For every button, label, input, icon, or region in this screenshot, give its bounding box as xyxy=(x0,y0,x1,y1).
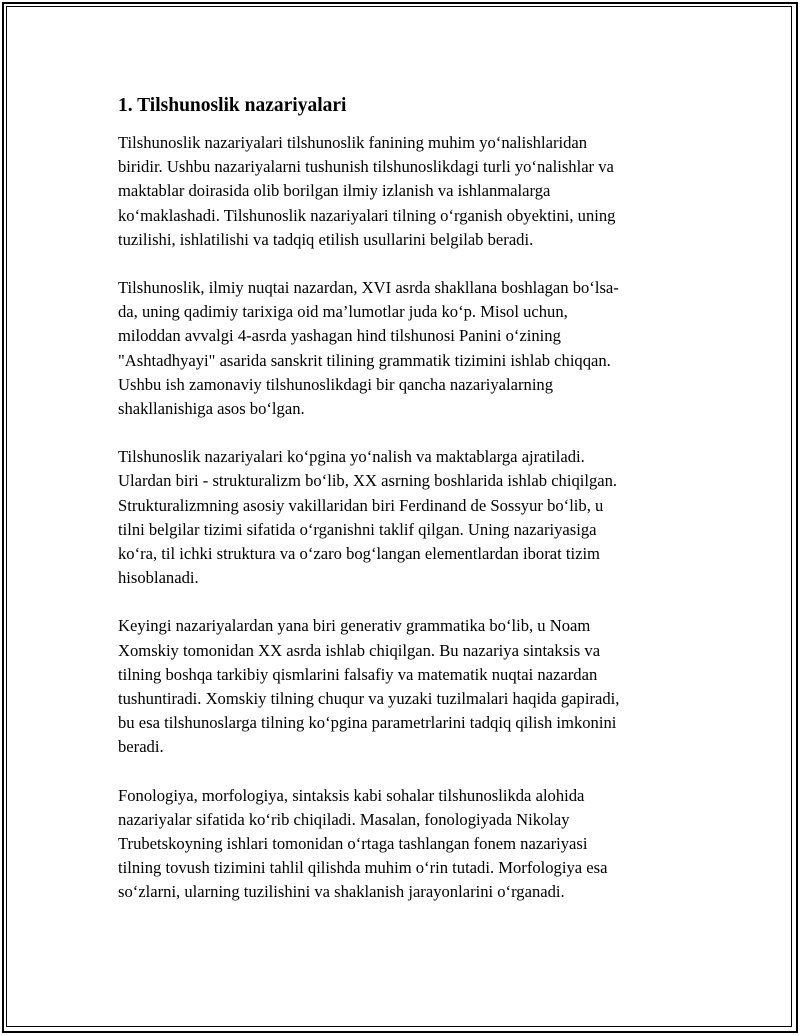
paragraph-1 xyxy=(118,131,686,252)
paragraph-2 xyxy=(118,276,686,421)
paragraph-line: tilning boshqa tarkibiy qismlarini falsafiy va matematik nuqtai nazardan xyxy=(118,664,598,684)
paragraph-line: ko‘maklashadi. Tilshunoslik nazariyalari tilning o‘rganish obyektini, uning xyxy=(118,205,616,225)
paragraph-line: so‘zlarni, ularning tuzilishini va shaklanish jarayonlarini o‘rganadi. xyxy=(118,882,565,902)
paragraph-line: Trubetskoyning ishlari tomonidan o‘rtaga tashlangan fonem nazariyasi xyxy=(118,834,588,854)
paragraph-line: hisoblanadi. xyxy=(118,568,199,588)
paragraph-line: biridir. Ushbu nazariyalarni tushunish tilshunoslikdagi turli yo‘nalishlar va xyxy=(118,157,614,177)
paragraph-line: Ushbu ish zamonaviy tilshunoslikdagi bir qancha nazariyalarning xyxy=(118,374,554,394)
paragraph-line: "Ashtadhyayi" asarida sanskrit tilining grammatik tizimini ishlab chiqqan. xyxy=(118,350,611,370)
paragraph-line: shakllanishiga asos bo‘lgan. xyxy=(118,399,305,419)
paragraph-line: tilni belgilar tizimi sifatida o‘rganishni taklif qilgan. Uning nazariyasiga xyxy=(118,519,597,539)
paragraph-line: Tilshunoslik nazariyalari tilshunoslik fanining muhim yo‘nalishlaridan xyxy=(118,133,588,152)
document-body xyxy=(118,94,686,929)
paragraph-line: ko‘ra, til ichki struktura va o‘zaro bog‘langan elementlardan iborat tizim xyxy=(118,544,600,564)
paragraph-3 xyxy=(118,445,686,590)
paragraph-line: beradi. xyxy=(118,737,164,757)
paragraph-line: miloddan avvalgi 4-asrda yashagan hind tilshunosi Panini o‘zining xyxy=(118,326,561,346)
paragraph-line: tuzilishi, ishlatilishi va tadqiq etilish usullarini belgilab beradi. xyxy=(118,229,534,249)
paragraph-line: da, uning qadimiy tarixiga oid ma’lumotlar juda ko‘p. Misol uchun, xyxy=(118,302,568,322)
paragraph-line: Tilshunoslik nazariyalari ko‘pgina yo‘nalish va maktablarga ajratiladi. xyxy=(118,447,585,467)
paragraph-line: Strukturalizmning asosiy vakillaridan biri Ferdinand de Sossyur bo‘lib, u xyxy=(118,495,604,515)
paragraph-line: Xomskiy tomonidan XX asrda ishlab chiqilgan. Bu nazariya sintaksis va xyxy=(118,640,601,660)
paragraph-5 xyxy=(118,784,686,905)
paragraph-line: Keyingi nazariyalardan yana biri generativ grammatika bo‘lib, u Noam xyxy=(118,616,591,636)
paragraph-line: Fonologiya, morfologiya, sintaksis kabi sohalar tilshunoslikda alohida xyxy=(118,785,585,805)
paragraph-4 xyxy=(118,614,686,759)
paragraph-line: nazariyalar sifatida ko‘rib chiqiladi. Masalan, fonologiyada Nikolay xyxy=(118,809,570,829)
section-heading: 1. Tilshunoslik nazariyalari xyxy=(118,95,347,116)
paragraph-line: maktablar doirasida olib borilgan ilmiy izlanish va ishlanmalarga xyxy=(118,181,551,201)
paragraph-line: Tilshunoslik, ilmiy nuqtai nazardan, XVI asrda shakllana boshlagan bo‘lsa- xyxy=(118,278,619,298)
paragraph-line: bu esa tilshunoslarga tilning ko‘pgina parametrlarini tadqiq qilish imkonini xyxy=(118,713,617,733)
paragraph-line: tushuntiradi. Xomskiy tilning chuqur va yuzaki tuzilmalari haqida gapiradi, xyxy=(118,689,620,709)
paragraph-line: Ulardan biri - strukturalizm bo‘lib, XX asrning boshlarida ishlab chiqilgan. xyxy=(118,471,618,491)
paragraph-line: tilning tovush tizimini tahlil qilishda muhim o‘rin tutadi. Morfologiya esa xyxy=(118,858,608,878)
